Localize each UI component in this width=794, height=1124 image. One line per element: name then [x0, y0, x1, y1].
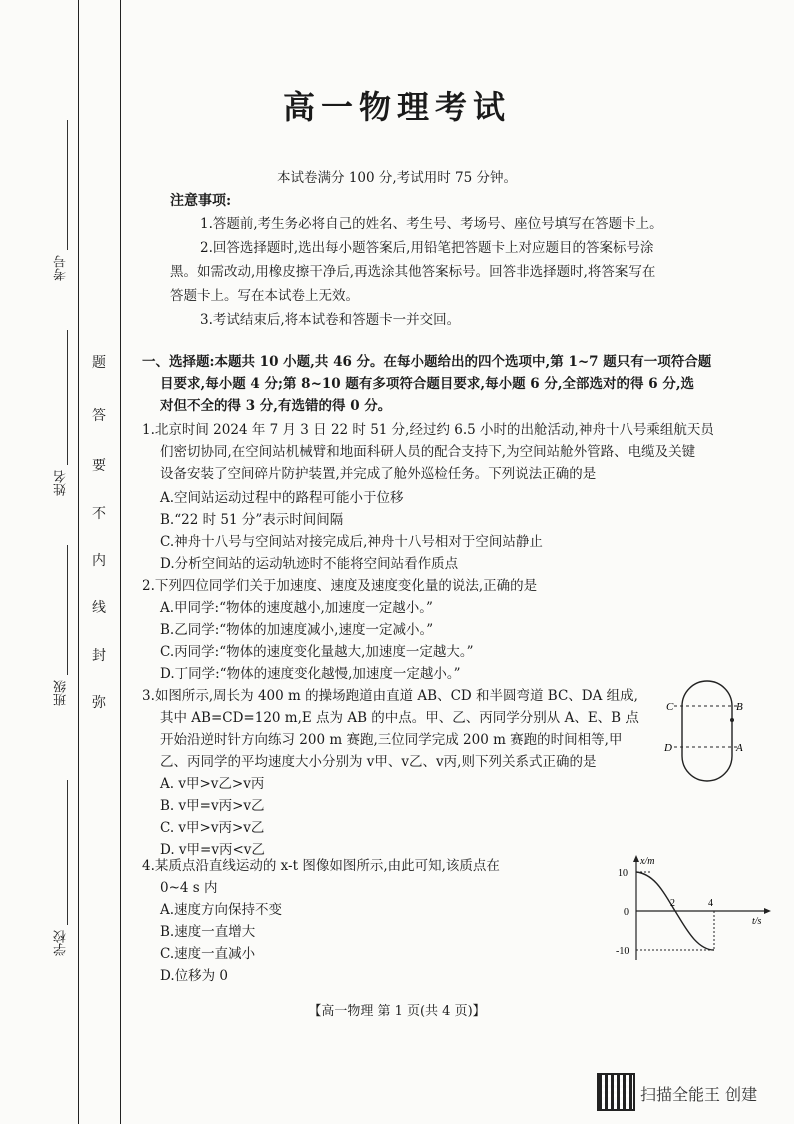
y-tick-0: 0	[624, 907, 629, 918]
option-b: B.乙同学:“物体的加速度减小,速度一定减小。”	[160, 622, 434, 638]
page-footer: 【高一物理 第 1 页(共 4 页)】	[308, 1004, 486, 1019]
seal-char: 线	[92, 600, 106, 616]
track-outline	[682, 681, 732, 781]
qr-code-icon	[597, 1073, 635, 1111]
question-stem: 乙、丙同学的平均速度大小分别为 v甲、v乙、v丙,则下列关系式正确的是	[160, 754, 597, 770]
point-e	[730, 718, 734, 722]
option-a: A.速度方向保持不变	[160, 902, 283, 918]
field-name-label: 姓名	[54, 470, 69, 496]
section-instruction: 对但不全的得 3 分,有选错的得 0 分。	[160, 398, 392, 414]
field-name-line[interactable]	[67, 330, 68, 465]
question-stem: 其中 AB=CD=120 m,E 点为 AB 的中点。甲、乙、丙同学分别从 A、E、B 点	[160, 710, 639, 726]
note-line: 黑。如需改动,用橡皮擦干净后,再选涂其他答案标号。回答非选择题时,将答案写在	[170, 264, 656, 280]
option-b: B. v甲=v丙>v乙	[160, 798, 265, 814]
option-d: D.分析空间站的运动轨迹时不能将空间站看作质点	[160, 556, 459, 572]
seal-char: 题	[92, 355, 106, 371]
question-stem: 4.某质点沿直线运动的 x-t 图像如图所示,由此可知,该质点在	[142, 858, 500, 874]
question-stem: 3.如图所示,周长为 400 m 的操场跑道由直道 AB、CD 和半圆弯道 BC、DA 组成,	[142, 688, 638, 704]
y-axis-arrow	[633, 855, 639, 862]
option-c: C. v甲>v丙>v乙	[160, 820, 265, 836]
seal-char: 封	[92, 648, 106, 664]
field-school-label: 学校	[54, 930, 69, 956]
option-d: D.丁同学:“物体的速度变化越慢,加速度一定越小。”	[160, 666, 461, 682]
seal-char: 要	[92, 458, 106, 474]
field-class-label: 班级	[54, 680, 69, 706]
option-b: B.“22 时 51 分”表示时间间隔	[160, 512, 344, 528]
option-a: A. v甲>v乙>v丙	[160, 776, 265, 792]
y-axis-label: x/m	[640, 856, 655, 867]
option-c: C.速度一直减小	[160, 946, 256, 962]
option-b: B.速度一直增大	[160, 924, 256, 940]
question-stem: 2.下列四位同学们关于加速度、速度及速度变化量的说法,正确的是	[142, 578, 538, 594]
xt-graph	[616, 852, 776, 964]
seal-char: 内	[92, 553, 106, 569]
label-d: D	[664, 742, 672, 754]
note-line: 答题卡上。写在本试卷上无效。	[170, 288, 359, 304]
option-c: C.丙同学:“物体的速度变化量越大,加速度一定越大。”	[160, 644, 474, 660]
x-axis-label: t/s	[752, 916, 762, 927]
field-class-line[interactable]	[67, 545, 68, 675]
option-c: C.神舟十八号与空间站对接完成后,神舟十八号相对于空间站静止	[160, 534, 543, 550]
x-tick-4: 4	[708, 898, 713, 909]
seal-char: 弥	[92, 695, 106, 711]
question-stem: 1.北京时间 2024 年 7 月 3 日 22 时 51 分,经过约 6.5 小时的出舱活动,神舟十八号乘组航天员	[142, 422, 714, 438]
label-c: C	[666, 701, 674, 713]
question-stem: 设备安装了空间碎片防护装置,并完成了舱外巡检任务。下列说法正确的是	[160, 466, 597, 482]
option-d: D. v甲=v丙<v乙	[160, 842, 265, 858]
question-stem: 们密切协同,在空间站机械臂和地面科研人员的配合支持下,为空间站舱外管路、电缆及关键	[160, 444, 696, 460]
exam-subtitle: 本试卷满分 100 分,考试用时 75 分钟。	[277, 170, 517, 186]
y-tick-10: 10	[618, 868, 628, 879]
note-line: 2.回答选择题时,选出每小题答案后,用铅笔把答题卡上对应题目的答案标号涂	[200, 240, 654, 256]
question-stem: 0~4 s 内	[160, 880, 218, 896]
section-instruction: 目要求,每小题 4 分;第 8~10 题有多项符合题目要求,每小题 6 分,全部选对的得 6 分,选	[160, 376, 695, 392]
section-instruction: 一、选择题:本题共 10 小题,共 46 分。在每小题给出的四个选项中,第 1~7 题只有一项符合题	[142, 354, 712, 370]
track-figure	[660, 676, 750, 786]
option-d: D.位移为 0	[160, 968, 229, 984]
x-axis-arrow	[764, 908, 771, 914]
label-b: B	[736, 701, 743, 713]
label-a: A	[736, 742, 743, 754]
scanner-brand: 扫描全能王 创建	[640, 1085, 758, 1104]
x-tick-2: 2	[670, 898, 675, 909]
seal-char: 不	[92, 506, 106, 522]
note-line: 1.答题前,考生务必将自己的姓名、考生号、考场号、座位号填写在答题卡上。	[200, 216, 663, 232]
page-title: 高一物理考试	[282, 88, 511, 126]
field-exam-number-label: 考号	[54, 255, 69, 281]
option-a: A.空间站运动过程中的路程可能小于位移	[160, 490, 404, 506]
field-school-line[interactable]	[67, 780, 68, 925]
notes-heading: 注意事项:	[170, 193, 232, 209]
seal-char: 答	[92, 408, 106, 424]
note-line: 3.考试结束后,将本试卷和答题卡一并交回。	[200, 312, 461, 328]
question-stem: 开始沿逆时针方向练习 200 m 赛跑,三位同学完成 200 m 赛跑的时间相等,甲	[160, 732, 623, 748]
option-a: A.甲同学:“物体的速度越小,加速度一定越小。”	[160, 600, 433, 616]
y-tick-minus-10: -10	[616, 946, 630, 957]
